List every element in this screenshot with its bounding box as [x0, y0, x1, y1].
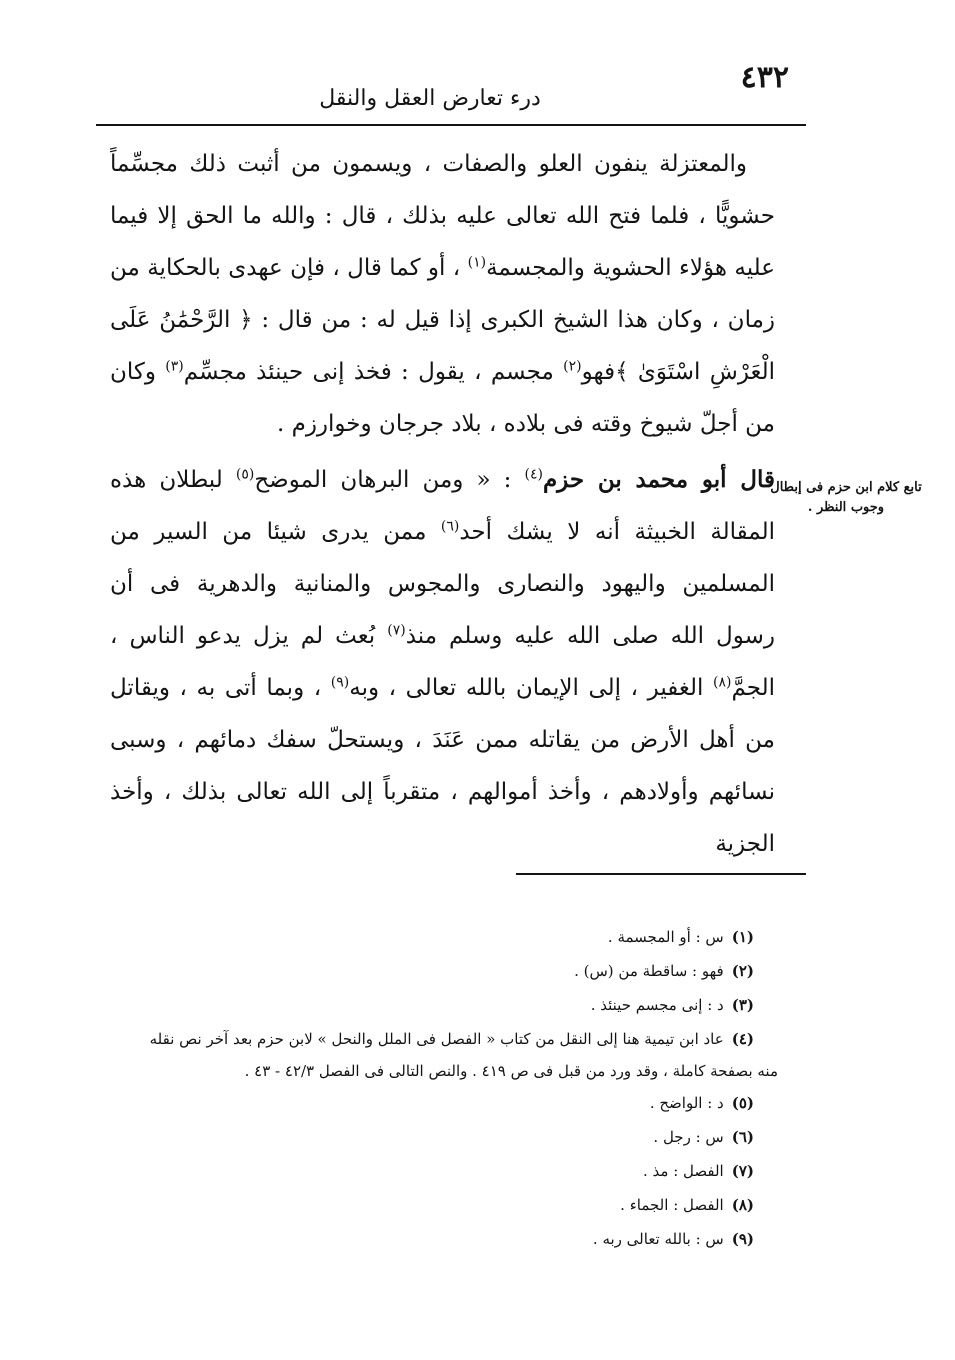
header-divider: [96, 124, 806, 126]
footnote-ref-6: (٦): [440, 518, 460, 535]
footnote-2: [118, 954, 778, 988]
footnote-4: [118, 1022, 778, 1086]
footnote-3: [118, 988, 778, 1022]
footnote-5: [118, 1086, 778, 1120]
footnote-text: د : إنى مجسم حينئذ .: [590, 996, 724, 1014]
page-number: ٤٣٢: [740, 60, 789, 95]
footnote-text: س : أو المجسمة .: [607, 928, 724, 946]
footnote-8: [118, 1188, 778, 1222]
footnote-4-continuation: منه بصفحة كاملة ، وقد ورد من قبل فى ص ٤١٩ . والنص التالى فى الفصل ٤٢/٣ - ٤٣ .: [244, 1062, 778, 1080]
paragraph-2-text-a: : « ومن البرهان الموضح: [254, 467, 525, 493]
footnote-text: الفصل : مذ .: [642, 1162, 724, 1180]
footnote-number: (٧): [731, 1162, 754, 1180]
footnote-number: (٥): [731, 1094, 754, 1112]
footnote-ref-1: (١): [467, 254, 487, 271]
paragraph-1-text-c: مجسم ، يقول : فخذ إنى حينئذ مجسِّم: [183, 359, 564, 385]
footnote-ref-4: (٤): [524, 466, 543, 483]
footnote-number: (٣): [731, 996, 754, 1014]
footnote-number: (٢): [731, 962, 754, 980]
footnote-text: الفصل : الجماء .: [620, 1196, 724, 1214]
paragraph-2-text-c: ممن يدرى شيئا من السير من المسلمين واليهود والنصارى والمجوس والمنانية والدهرية فى أن رسول الله صلى الله عليه وسلم منذ: [110, 519, 775, 649]
footnotes: [118, 920, 778, 1256]
paragraph-2-text-d: بُعث لم يزل يدعو الناس ، الجمَّ: [110, 623, 775, 701]
footnote-number: (٩): [731, 1230, 754, 1248]
paragraph-2-lead: قال أبو محمد بن حزم: [542, 466, 776, 493]
paragraph-1-text-d: وكان من أجلّ شيوخ وقته فى بلاده ، بلاد جرجان وخوارزم .: [110, 359, 775, 437]
paragraph-2: [110, 454, 775, 870]
footnote-number: (٨): [731, 1196, 754, 1214]
main-text: [110, 138, 775, 870]
paragraph-2-text-e: الغفير ، إلى الإيمان بالله تعالى ، وبه: [349, 675, 713, 701]
footnote-ref-2: (٢): [563, 358, 582, 375]
running-title: درء تعارض العقل والنقل: [319, 86, 541, 111]
footnote-ref-9: (٩): [330, 674, 350, 691]
footnote-ref-5: (٥): [235, 466, 255, 483]
margin-note: تابع كلام ابن حزم فى إبطال وجوب النظر .: [770, 480, 922, 515]
footnote-9: [118, 1222, 778, 1256]
footnotes-divider: [516, 873, 806, 875]
footnote-number: (٤): [731, 1030, 754, 1048]
paragraph-1-text-a: والمعتزلة ينفون العلو والصفات ، ويسمون من أثبت ذلك مجسِّماً حشويًّا ، فلما فتح الله تعالى عليه بذلك ، قال : والله ما الحق إلا فيما عليه هؤلاء الحشوية والمجسمة: [110, 151, 775, 281]
footnote-text: فهو : ساقطة من (س) .: [574, 962, 724, 980]
footnote-text: د : الواضح .: [649, 1094, 724, 1112]
footnote-ref-7: (٧): [387, 622, 406, 639]
footnote-7: [118, 1154, 778, 1188]
footnote-number: (٦): [731, 1128, 754, 1146]
footnote-ref-8: (٨): [712, 674, 732, 691]
footnote-text: عاد ابن تيمية هنا إلى النقل من كتاب « الفصل فى الملل والنحل » لابن حزم بعد آخر نص نقله: [149, 1030, 724, 1048]
footnote-ref-3: (٣): [165, 358, 184, 375]
footnote-text: س : رجل .: [653, 1128, 724, 1146]
footnote-1: [118, 920, 778, 954]
paragraph-2-text-b: لبطلان هذه المقالة الخبيثة أنه لا يشك أحد: [110, 467, 775, 545]
footnote-text: س : بالله تعالى ربه .: [592, 1230, 724, 1248]
footnote-6: [118, 1120, 778, 1154]
paragraph-1: [110, 138, 775, 450]
paragraph-2-text-f: ، وبما أتى به ، ويقاتل من أهل الأرض من يقاتله ممن عَنَدَ ، ويستحلّ سفك دمائهم ، وسبى نسائهم وأولادهم ، وأخذ أموالهم ، متقرباً إلى الله تعالى بذلك ، وأخذ الجزية: [110, 675, 775, 857]
footnote-number: (١): [731, 928, 754, 946]
paragraph-1-text-b: ، أو كما قال ، فإن عهدى بالحكاية من زمان ، وكان هذا الشيخ الكبرى إذا قيل له : من قال : ﴿ الرَّحْمَٰنُ عَلَى الْعَرْشِ اسْتَوَىٰ ﴾فهو: [110, 255, 775, 385]
footnote-4-line: [118, 1022, 754, 1056]
